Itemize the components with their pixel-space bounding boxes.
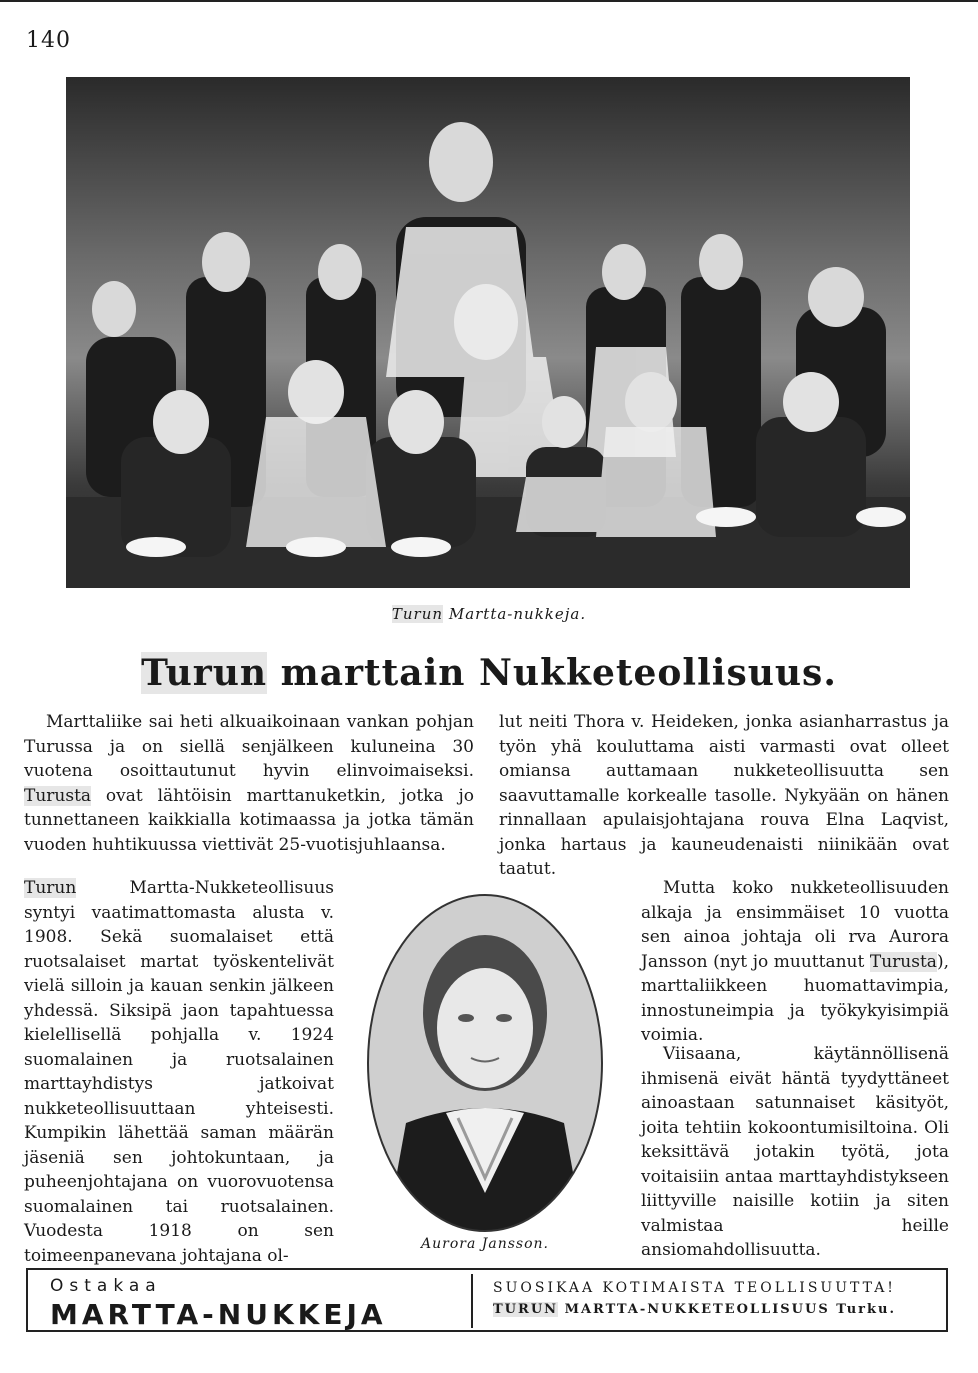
photo-caption [0, 605, 978, 623]
left-paragraph-1 [24, 710, 474, 857]
left-p1-text-a: Marttaliike sai heti alkuaikoinaan vankan pohjan Turussa ja on siellä senjälkeen kuluneina 30 vuotena osoittautunut hyvin elinvoimaiseksi. [24, 712, 474, 781]
ad-small-text: Ostakaa [50, 1276, 162, 1296]
page-number: 140 [26, 28, 71, 53]
right-p2-text-b: ), marttaliikkeen huomattavimpia, innostuneimpia ja työkykyisimpiä voimia. [641, 951, 949, 1045]
ad-big-text: MARTTA-NUKKEJA [50, 1298, 387, 1331]
caption-text: Martta-nukkeja. [443, 605, 587, 623]
top-rule [0, 0, 978, 2]
ad-divider [471, 1274, 473, 1328]
dolls-photo [66, 77, 910, 588]
right-p2-highlight: Turusta [869, 951, 937, 972]
headline-highlight: Turun [141, 652, 268, 694]
portrait-caption: Aurora Jansson. [421, 1236, 549, 1252]
ad-right-line-1: SUOSIKAA KOTIMAISTA TEOLLISUUTTA! [493, 1280, 896, 1296]
caption-highlight: Turun [391, 605, 444, 623]
right-paragraph-1: lut neiti Thora v. Heideken, jonka asianharrastus ja työn yhä kouluttama aisti varmasti ovat olleet omiansa auttamaan nukketeollisuutta sen saavuttamalle korkealle tasolle. Nykyään on hänen rinnallaan apulaisjohtajana rouva Elna Laqvist, jonka hartaus ja kauneudenaisti niinikään ovat taatut. [499, 712, 949, 879]
right-paragraph-2 [641, 876, 949, 1048]
portrait-image [366, 893, 604, 1233]
headline-text: marttain Nukketeollisuus. [267, 652, 837, 694]
advertisement-box [26, 1268, 948, 1332]
article-headline [0, 652, 978, 694]
left-p1-text-b: ovat lähtöisin marttanuketkin, jotka jo tunnettaneen kaikkialla kotimaassa ja jotka tämän vuoden huhtikuussa viettivät 25-vuotisjuhlaansa. [24, 785, 474, 855]
left-p1-highlight: Turusta [24, 785, 92, 806]
ad-right-line-2-text: MARTTA-NUKKETEOLLISUUS Turku. [558, 1302, 897, 1317]
right-paragraph-3: Viisaana, käytännöllisenä ihmisenä eivät häntä tyydyttäneet ainoastaan satunnaiset käsityöt, joita tehtiin kokoontumisiltoina. Oli keksittävä jotakin työtä, jota voitaisiin antaa marttayhdistykseen liittyville naisille kotiin ja siten valmistaa heille ansiomahdollisuutta. [641, 1044, 949, 1260]
right-p2-text-a: Mutta koko nukketeollisuuden alkaja ja ensimmäiset 10 vuotta sen ainoa johtaja oli rva Aurora Jansson (nyt jo muuttanut [641, 878, 949, 972]
ad-right-line-2 [493, 1302, 896, 1317]
left-paragraph-2 [24, 876, 334, 1268]
left-p2-text: Martta-Nukketeollisuus syntyi vaatimattomasta alusta v. 1908. Sekä suomalaiset että ruotsalaiset martat työskentelivät vielä silloin ja kauan senkin jälkeen yhdessä. Siksipä jaon tapahtuessa kielellisellä pohjalla v. 1924 suomalainen ja ruotsalainen marttayhdistys jatkoivat nukketeollisuuttaan yhteisesti. Kumpikin lähettää saman määrän jäseniä sen johtokuntaan, ja puheenjohtajana on vuorovuotensa suomalainen tai ruotsalainen. Vuodesta 1918 on sen toimeenpanevana johtajana ol- [24, 878, 334, 1266]
ad-highlight: TURUN [493, 1302, 559, 1317]
left-p2-highlight: Turun [24, 878, 77, 898]
